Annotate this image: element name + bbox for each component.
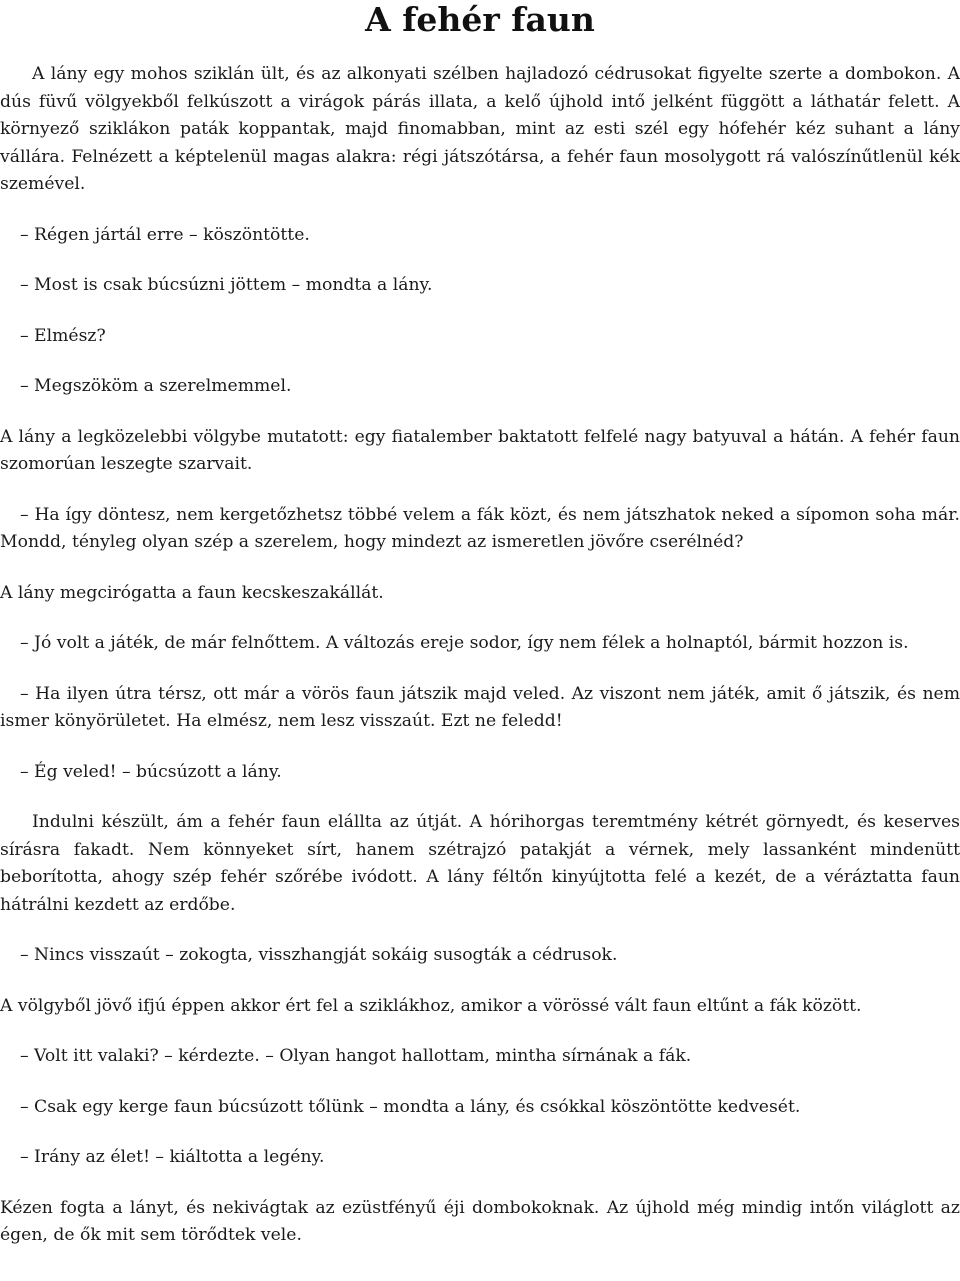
paragraph-12: Indulni készült, ám a fehér faun elállta az útját. A hórihorgas teremtmény kétrét görnyedt, és keserves sírásra fakadt. Nem könnyeket sírt, hanem szétrajzó patakját a vérnek, mely lassanként mindenütt beborította, ahogy szép fehér szőrébe ivódott. A lány féltőn kinyújtotta felé a kezét, de a véráztatta faun hátrálni kezdett az erdőbe. bbox=[0, 812, 960, 915]
paragraph-6: A lány a legközelebbi völgybe mutatott: egy fiatalember baktatott felfelé nagy batyuval a hátán. A fehér faun szomorúan leszegte szarvait. bbox=[0, 426, 960, 474]
document-body bbox=[0, 61, 960, 1250]
paragraph-7: – Ha így döntesz, nem kergetőzhetsz többé velem a fák közt, és nem játszhatok neked a sípomon soha már. Mondd, tényleg olyan szép a szerelem, hogy mindezt az ismeretlen jövőre cserélnéd? bbox=[0, 504, 960, 552]
paragraph-14: A völgyből jövő ifjú éppen akkor ért fel a sziklákhoz, amikor a vörössé vált faun eltűnt a fák között. bbox=[0, 995, 862, 1016]
paragraph-3: – Most is csak búcsúzni jöttem – mondta a lány. bbox=[20, 275, 433, 295]
paragraph-5: – Megszököm a szerelmemmel. bbox=[20, 376, 292, 396]
paragraph-11: – Ég veled! – búcsúzott a lány. bbox=[20, 761, 282, 782]
paragraph-18: Kézen fogta a lányt, és nekivágtak az ezüstfényű éji dombokoknak. Az újhold még mindig intőn világlott az égen, de ők mit sem törődtek vele. bbox=[0, 1197, 960, 1245]
document-title: A fehér faun bbox=[365, 0, 595, 39]
paragraph-17: – Irány az élet! – kiáltotta a legény. bbox=[20, 1147, 325, 1167]
paragraph-15: – Volt itt valaki? – kérdezte. – Olyan hangot hallottam, mintha sírnának a fák. bbox=[20, 1046, 692, 1066]
paragraph-9: – Jó volt a játék, de már felnőttem. A változás ereje sodor, így nem félek a holnaptól, bármit hozzon is. bbox=[20, 633, 909, 653]
paragraph-10: – Ha ilyen útra térsz, ott már a vörös faun játszik majd veled. Az viszont nem játék, amit ő játszik, és nem ismer könyörületet. Ha elmész, nem lesz visszaút. Ezt ne feledd! bbox=[0, 683, 960, 731]
paragraph-2: – Régen jártál erre – köszöntötte. bbox=[20, 224, 310, 245]
paragraph-1: A lány egy mohos sziklán ült, és az alkonyati szélben hajladozó cédrusokat figyelte szerte a dombokon. A dús füvű völgyekből felkúszott a virágok párás illata, a kelő újhold intő jelként függött a láthatár felett. A környező sziklákon paták koppantak, majd finomabban, mint az esti szél egy hófehér kéz suhant a lány vállára. Felnézett a képtelenül magas alakra: régi játszótársa, a fehér faun mosolygott rá valószínűtlenül kék szemével. bbox=[0, 64, 960, 194]
paragraph-4: – Elmész? bbox=[20, 325, 106, 346]
paragraph-8: A lány megcirógatta a faun kecskeszakállát. bbox=[0, 582, 384, 603]
paragraph-16: – Csak egy kerge faun búcsúzott tőlünk – mondta a lány, és csókkal köszöntötte kedvesét. bbox=[20, 1096, 801, 1117]
paragraph-13: – Nincs visszaút – zokogta, visszhangját sokáig susogták a cédrusok. bbox=[20, 945, 618, 965]
